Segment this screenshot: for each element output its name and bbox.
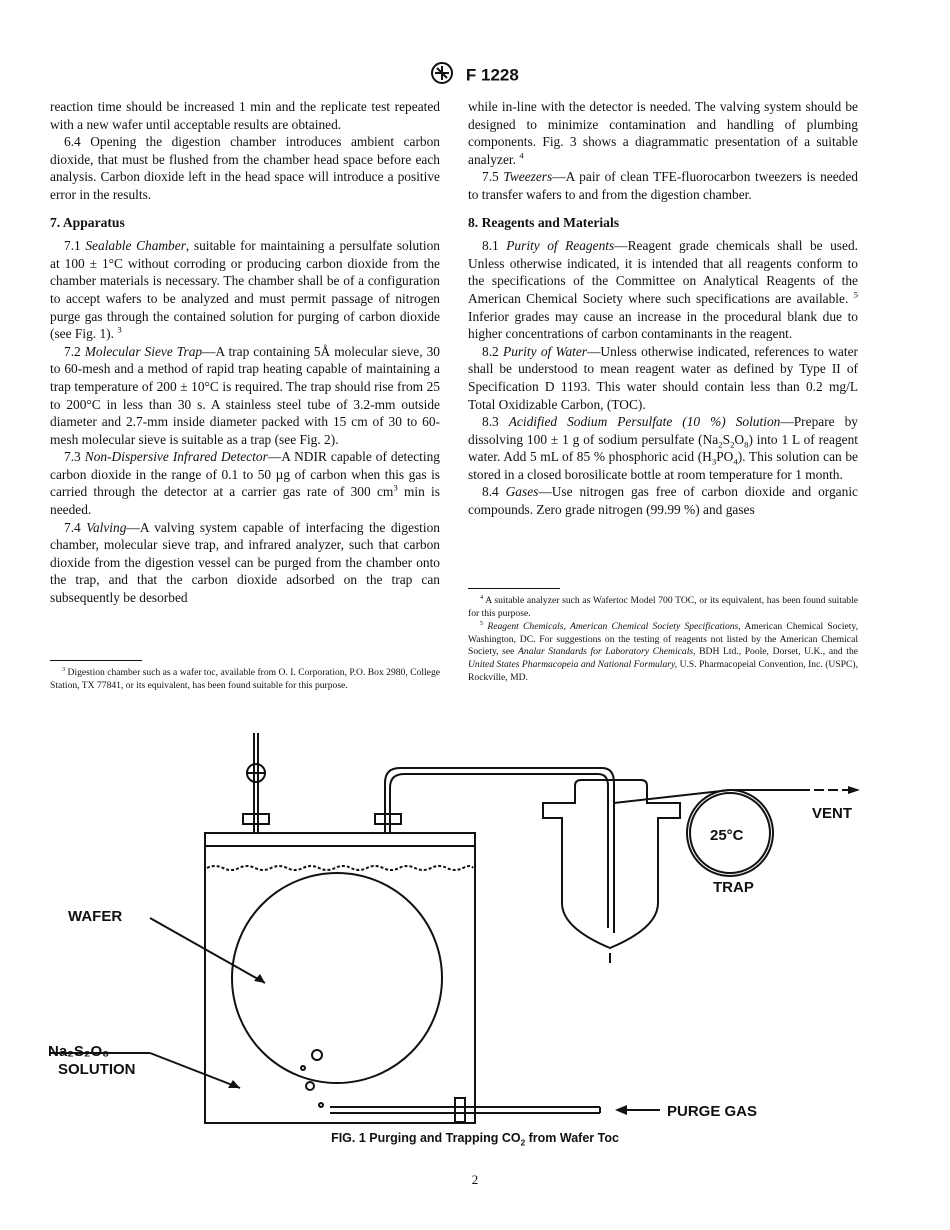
label-wafer: WAFER	[68, 908, 123, 925]
solution-pointer	[150, 1053, 240, 1088]
right-fitting	[375, 814, 401, 824]
left-fitting	[243, 814, 269, 824]
label-trap: TRAP	[713, 879, 754, 896]
paragraph-7-5: 7.5 Tweezers—A pair of clean TFE-fluorocarbon tweezers is needed to transfer wafers to and from the digestion chamber.	[468, 169, 858, 202]
label-purge-gas: PURGE GAS	[667, 1103, 758, 1120]
paragraph-8-3: 8.3 Acidified Sodium Persulfate (10 %) Solution—Prepare by dissolving 100 ± 1 g of sodium persulfate $(Na_2S_2O_8)$ into 1 L of reagent water. Add 5 mL of 85 % phosphoric acid $(H_3PO_4)$. This solution can be stored in a closed borosilicate bottle at room temperature for 1 month.	[468, 414, 859, 482]
figure-1-diagram	[30, 728, 920, 1133]
section-heading-apparatus: 7. Apparatus	[50, 214, 125, 230]
paragraph-7-1: 7.1 Sealable Chamber, suitable for maintaining a persulfate solution at 100 ± 1°C without corroding or producing carbon dioxide from the chamber materials is necessary. The chamber shall be of a configuration to accept wafers to be analyzed and must permit passage of nitrogen purge gas through the contained solution for purging of carbon dioxide (see Fig. 1). $^3$	[50, 238, 440, 342]
footnote-ref-4[interactable]: 4	[519, 150, 524, 161]
purge-fitting	[455, 1098, 465, 1122]
bubble	[301, 1066, 305, 1070]
standard-number: F 1228	[465, 65, 519, 85]
paragraph-6-4: 6.4 Opening the digestion chamber introduces ambient carbon dioxide, that must be flushed from the chamber head space before each analysis. Carbon dioxide left in the head space will introduce a positive error in the results.	[50, 134, 440, 202]
bubble	[306, 1082, 314, 1090]
footnote-divider	[50, 660, 142, 661]
footnote-divider	[468, 588, 560, 589]
paragraph-7-3: 7.3 Non-Dispersive Infrared Detector—A NDIR capable of detecting carbon dioxide in the range of 0.1 to 50 µg of carbon when this gas is carried through the detector at a carrier gas rate of 300 $cm^3$ min is needed.	[50, 449, 440, 518]
left-column	[50, 98, 440, 607]
trap-vessel	[543, 780, 680, 948]
paragraph-8-2: 8.2 Purity of Water—Unless otherwise indicated, references to water shall be understood to mean reagent water as defined by Type II of Specification D 1193. This water should contain less than 0.2 mg/L Total Oxidizable Carbon, (TOC).	[468, 343, 858, 412]
right-column	[468, 98, 858, 519]
solution-level	[207, 866, 473, 870]
paragraph-continued-right: while in-line with the detector is needed. The valving system should be designed to minimize contamination and handling of plumbing components. Fig. 3 shows a diagrammatic presentation of a suitable analyzer. $^4$	[468, 99, 858, 167]
label-vent: VENT	[812, 805, 853, 822]
footnote-4: $^4$ A suitable analyzer such as Wafertoc Model 700 TOC, or its equivalent, has been found suitable for this purpose.	[468, 593, 858, 619]
footnote-5: $^5$ Reagent Chemicals, American Chemical Society Specifications, American Chemical Society, Washington, DC. For suggestions on the testing of reagents not listed by the American Chemical Society, see Analar Standards for Laboratory Chemicals, BDH Ltd., Poole, Dorset, U.K., and the United States Pharmacopeia and National Formulary, U.S. Pharmacopeial Convention, Inc. (USPC), Rockville, MD.	[468, 620, 859, 683]
page-header	[0, 62, 950, 89]
footnotes-left	[50, 660, 440, 693]
bubble	[319, 1103, 323, 1107]
label-solution-formula: Na₂S₂O₈	[48, 1043, 110, 1060]
bubble	[312, 1050, 322, 1060]
figure-caption: FIG. 1 Purging and Trapping $CO_2$ from Wafer Toc	[331, 1131, 619, 1148]
wafer-pointer	[150, 918, 265, 983]
paragraph-continued: reaction time should be increased 1 min and the replicate test repeated with a new wafer until acceptable results are obtained.	[50, 99, 440, 132]
astm-logo-icon	[431, 62, 453, 89]
gas-line-to-trap	[385, 768, 614, 933]
footnotes-right	[468, 588, 858, 685]
label-solution: SOLUTION	[58, 1061, 136, 1078]
paragraph-7-4: 7.4 Valving—A valving system capable of interfacing the digestion chamber, molecular sieve trap, and infrared analyzer, such that carbon dioxide from the digestion vessel can be purged from the chamber onto the trap, and that the carbon dioxide adsorbed on the trap can subsequently be desorbed	[50, 519, 441, 606]
wafer-circle	[232, 873, 442, 1083]
footnote-ref-3[interactable]: 3	[117, 324, 122, 335]
chamber-body	[205, 833, 475, 1123]
purge-arrow-icon	[615, 1105, 627, 1115]
page-number: 2	[471, 1172, 479, 1187]
paragraph-8-4: 8.4 Gases—Use nitrogen gas free of carbon dioxide and organic compounds. Zero grade nitrogen (99.99 %) and gases	[468, 484, 858, 518]
vent-arrow-icon	[848, 786, 860, 794]
section-heading-reagents: 8. Reagents and Materials	[468, 214, 620, 230]
footnote-ref-5[interactable]: 5	[853, 289, 858, 300]
label-temperature: 25°C	[710, 827, 744, 844]
paragraph-7-2: 7.2 Molecular Sieve Trap—A trap containing 5Å molecular sieve, 30 to 60-mesh and a method of rapid trap heating capable of maintaining a trap temperature of 200 ± 10°C is required. The trap should rise from 25 to 200°C in less than 30 s. A stainless steel tube of 3.2-mm outside diameter and 2.7-mm inside diameter packed with 15 cm of 30 to 60-mesh molecular sieve is suitable as a trap (see Fig. 2).	[50, 343, 440, 447]
footnote-3: $^3$ Digestion chamber such as a wafer toc, available from O. I. Corporation, P.O. Box 2980, College Station, TX 77841, or its equivalent, has been found suitable for this purpose.	[50, 665, 440, 691]
paragraph-8-1: 8.1 Purity of Reagents—Reagent grade chemicals shall be used. Unless otherwise indicated, it is intended that all reagents conform to the specifications of the Committee on Analytical Reagents of the American Chemical Society where such specifications are available. $^5$ Inferior grades may cause an increase in the procedural blank due to higher concentrations of carbon contaminants in the reagent.	[468, 238, 858, 342]
